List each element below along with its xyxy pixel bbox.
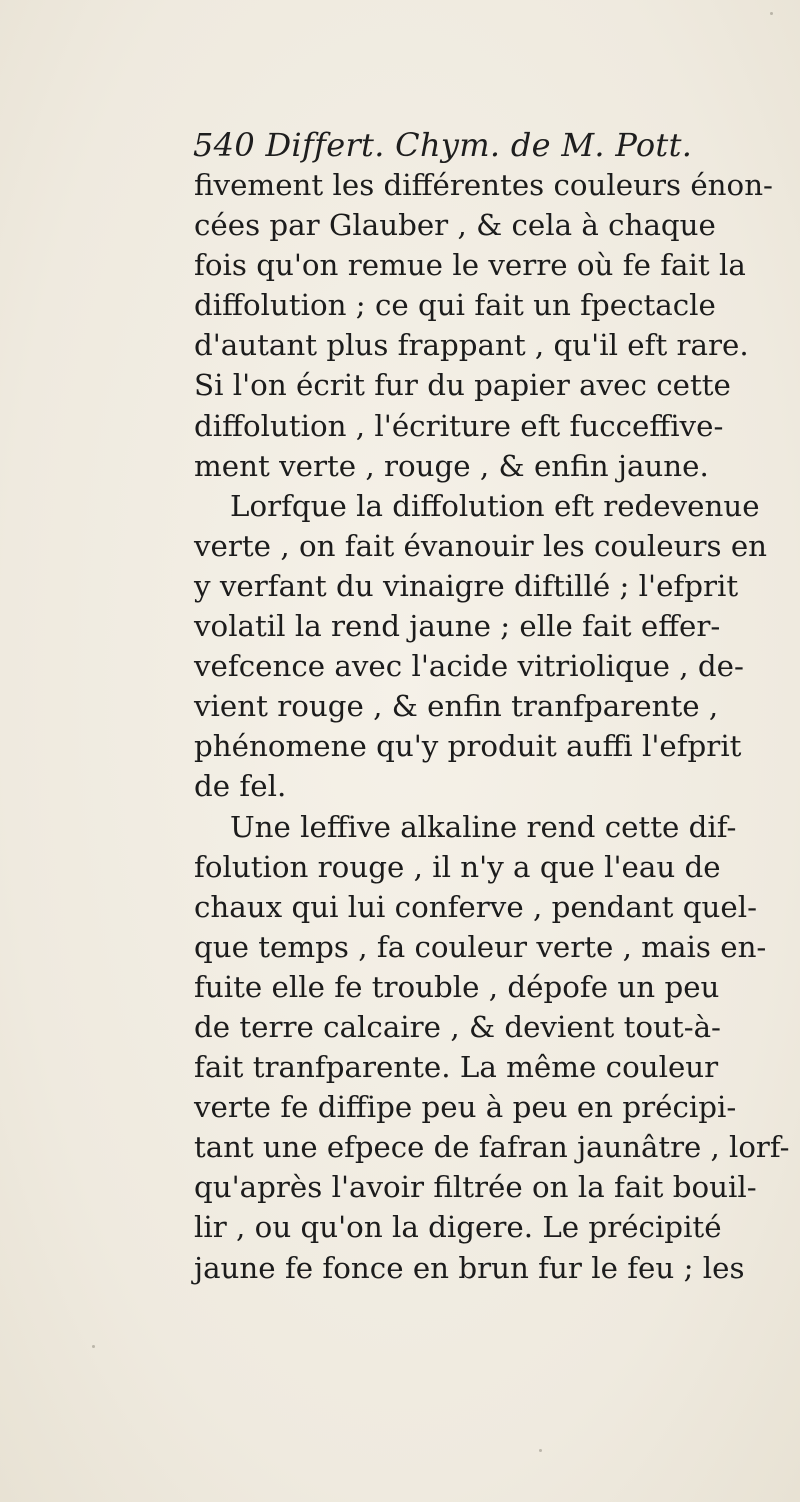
paper-speck (92, 1345, 95, 1348)
text-line: verte , on fait évanouir les couleurs en (194, 528, 768, 563)
text-line: fait tranfparente. La même couleur (194, 1050, 719, 1085)
paragraph-start: Une leffive alkaline rend cette dif- (230, 809, 737, 844)
running-header: 540 Differt. Chym. de M. Pott. (193, 126, 693, 164)
text-line: Si l'on écrit fur du papier avec cette (194, 368, 731, 403)
text-line: de fel. (194, 769, 287, 804)
text-line: diffolution , l'écriture eft fucceffive- (194, 408, 724, 443)
body-text (194, 165, 794, 1288)
paragraph-start: Lorfque la diffolution eft redevenue (230, 488, 760, 523)
text-line: ment verte , rouge , & enfin jaune. (194, 448, 709, 483)
text-line: cées par Glauber , & cela à chaque (194, 208, 716, 243)
text-line: y verfant du vinaigre diftillé ; l'efprit (194, 568, 739, 603)
text-line: volatil la rend jaune ; elle fait effer- (194, 609, 721, 644)
paper-speck (539, 1449, 542, 1452)
text-line: que temps , fa couleur verte , mais en- (194, 929, 767, 964)
text-line: lir , ou qu'on la digere. Le précipité (194, 1210, 722, 1245)
text-line: jaune fe fonce en brun fur le feu ; les (194, 1250, 745, 1285)
text-line: diffolution ; ce qui fait un fpectacle (194, 288, 716, 323)
text-line: de terre calcaire , & devient tout-à- (194, 1009, 721, 1044)
text-line: d'autant plus frappant , qu'il eft rare. (194, 328, 749, 363)
text-line: vefcence avec l'acide vitriolique , de- (194, 649, 744, 684)
text-line: phénomene qu'y produit auffi l'efprit (194, 729, 742, 764)
text-line: folution rouge , il n'y a que l'eau de (194, 849, 721, 884)
text-line: vient rouge , & enfin tranfparente , (194, 689, 719, 724)
paper-speck (770, 12, 773, 15)
text-line: fois qu'on remue le verre où fe fait la (194, 248, 746, 283)
text-line: verte fe diffipe peu à peu en précipi- (194, 1090, 737, 1125)
text-line: fivement les différentes couleurs énon- (194, 168, 773, 202)
text-line: chaux qui lui conferve , pendant quel- (194, 889, 757, 924)
text-line: fuite elle fe trouble , dépofe un peu (194, 969, 720, 1004)
text-line: tant une efpece de fafran jaunâtre , lorf- (194, 1130, 790, 1165)
text-line: qu'après l'avoir filtrée on la fait bouil- (194, 1170, 757, 1205)
